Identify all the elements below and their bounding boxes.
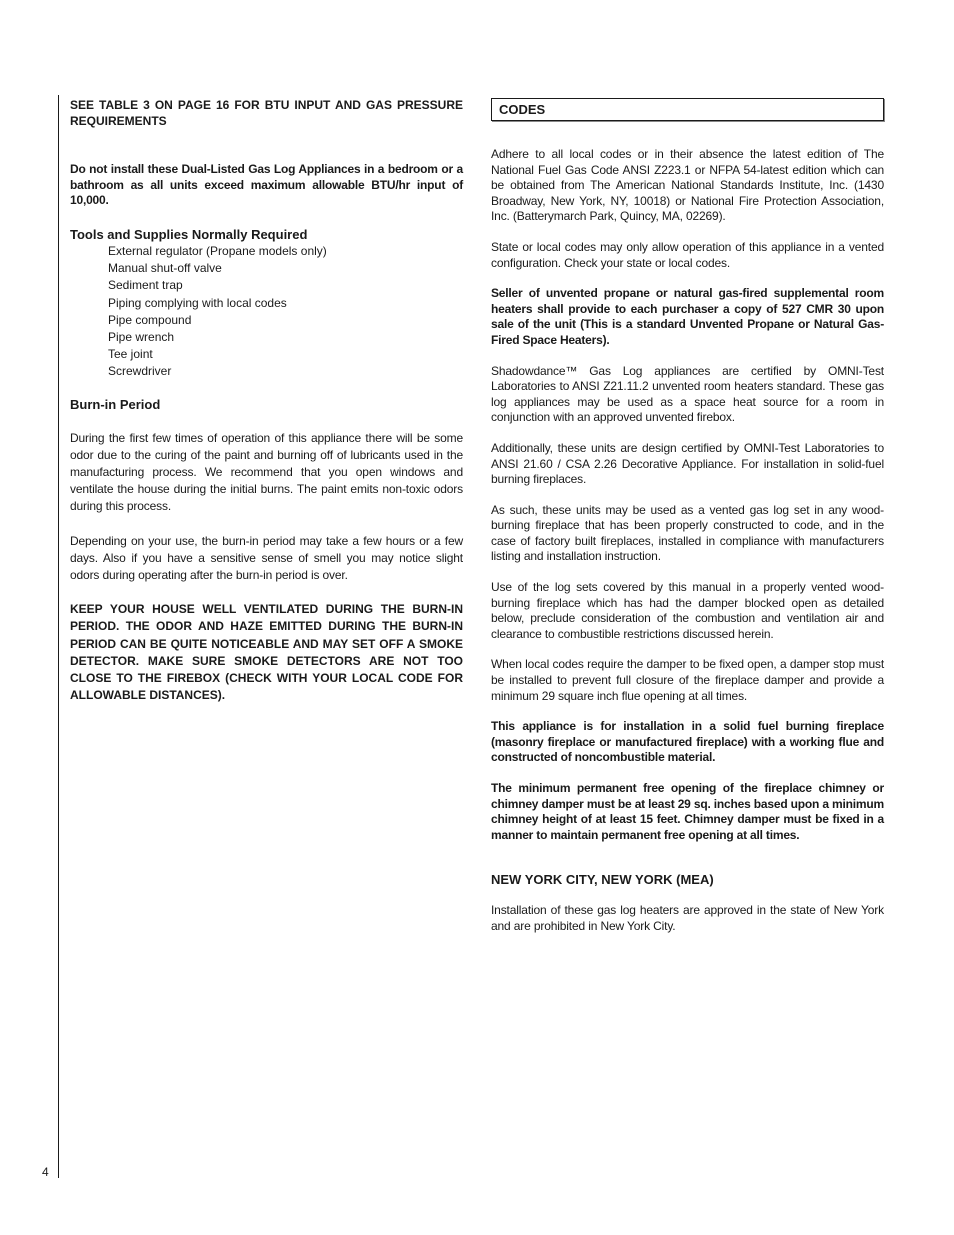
codes-paragraph-10: The minimum permanent free opening of the fireplace chimney or chimney damper must be at least 29 sq. inches based upon a minimum chimney height of at least 15 feet. Chimney damper must be fixed in a manner to maintain permanent free opening at all times. [491, 781, 884, 842]
nyc-heading: NEW YORK CITY, NEW YORK (MEA) [491, 872, 714, 888]
list-item: Pipe wrench [108, 329, 175, 344]
codes-paragraph-6: As such, these units may be used as a vented gas log set in any wood-burning fireplace that has been properly constructed to code, and in the case of factory built fireplaces, installed in compliance with manufacturers listing and installation instruction. [491, 502, 884, 564]
left-column [70, 98, 463, 704]
codes-paragraph-4: Shadowdance™ Gas Log appliances are certified by OMNI-Test Laboratories to ANSI Z21.11.2 unvented room heaters standard. These gas log appliances may be used as a space heat source for a room in conjunction with an approved unvented firebox. [491, 363, 884, 425]
codes-paragraph-9: This appliance is for installation in a solid fuel burning fireplace (masonry fireplace or manufactured fireplace) with a working flue and constructed of noncombustible material. [491, 719, 884, 765]
list-item: Sediment trap [108, 278, 183, 293]
bedroom-warning: Do not install these Dual-Listed Gas Log Appliances in a bedroom or a bathroom as all units exceed maximum allowable BTU/hr input of 10,000. [70, 162, 463, 208]
codes-paragraph-7: Use of the log sets covered by this manual in a properly vented wood-burning fireplace which has had the damper blocked open as detailed below, preclude consideration of the combustion and ventilation air and clearance to combustible restrictions discussed herein. [491, 580, 884, 641]
list-item: Tee joint [108, 347, 153, 362]
btu-reference-note: SEE TABLE 3 ON PAGE 16 FOR BTU INPUT AND GAS PRESSURE REQUIREMENTS [70, 98, 463, 128]
margin-rule [58, 95, 59, 1178]
list-item: Piping complying with local codes [108, 295, 287, 310]
codes-paragraph-5: Additionally, these units are design certified by OMNI-Test Laboratories to ANSI 21.60 / CSA 2.26 Decorative Appliance. For installation in solid-fuel burning fireplaces. [491, 440, 884, 487]
burnin-heading: Burn-in Period [70, 396, 161, 412]
tools-list [70, 243, 463, 381]
burnin-warning: KEEP YOUR HOUSE WELL VENTILATED DURING THE BURN-IN PERIOD. THE ODOR AND HAZE EMITTED DURING THE BURN-IN PERIOD CAN BE QUITE NOTICEABLE AND MAY SET OFF A SMOKE DETECTOR. MAKE SURE SMOKE DETECTORS ARE NOT TOO CLOSE TO THE FIREBOX (CHECK WITH YOUR LOCAL CODE FOR ALLOWABLE DISTANCES). [70, 602, 463, 703]
list-item: Screwdriver [108, 364, 172, 379]
codes-paragraph-2: State or local codes may only allow operation of this appliance in a vented configuration. Check your state or local codes. [491, 239, 884, 270]
nyc-paragraph: Installation of these gas log heaters are approved in the state of New York and are prohibited in New York City. [491, 903, 884, 933]
codes-heading: CODES [499, 102, 546, 117]
list-item: Pipe compound [108, 312, 192, 327]
codes-paragraph-3: Seller of unvented propane or natural gas-fired supplemental room heaters shall provide to each purchaser a copy of 527 CMR 30 upon sale of the unit (This is a standard Unvented Propane or Natural Gas-Fired Space Heaters). [491, 286, 884, 347]
page-number: 4 [42, 1165, 49, 1179]
right-column [491, 98, 884, 935]
tools-heading: Tools and Supplies Normally Required [70, 226, 308, 242]
list-item: Manual shut-off valve [108, 261, 222, 276]
codes-paragraph-1: Adhere to all local codes or in their absence the latest edition of The National Fuel Gas Code ANSI Z223.1 or NFPA 54-latest edition which can be obtained from The American National Standards Institute, Inc. (1430 Broadway, New York, NY, 10018) or National Fire Protection Association, Inc. (Batterymarch Park, Quincy, MA, 02269). [491, 147, 884, 224]
codes-section-header [491, 98, 884, 121]
list-item: External regulator (Propane models only) [108, 243, 327, 258]
burnin-paragraph-1: During the first few times of operation of this appliance there will be some odor due to the curing of the paint and burning off of lubricants used in the manufacturing process. We recommend that you open windows and ventilate the house during the initial burns. The paint emits non-toxic odors during this process. [70, 430, 463, 514]
codes-paragraph-8: When local codes require the damper to be fixed open, a damper stop must be installed to prevent full closure of the fireplace damper and provide a minimum 29 square inch flue opening at all times. [491, 657, 884, 703]
burnin-paragraph-2: Depending on your use, the burn-in period may take a few hours or a few days. Also if you have a sensitive sense of smell you may notice slight odors during operating after the burn-in period is over. [70, 533, 463, 583]
